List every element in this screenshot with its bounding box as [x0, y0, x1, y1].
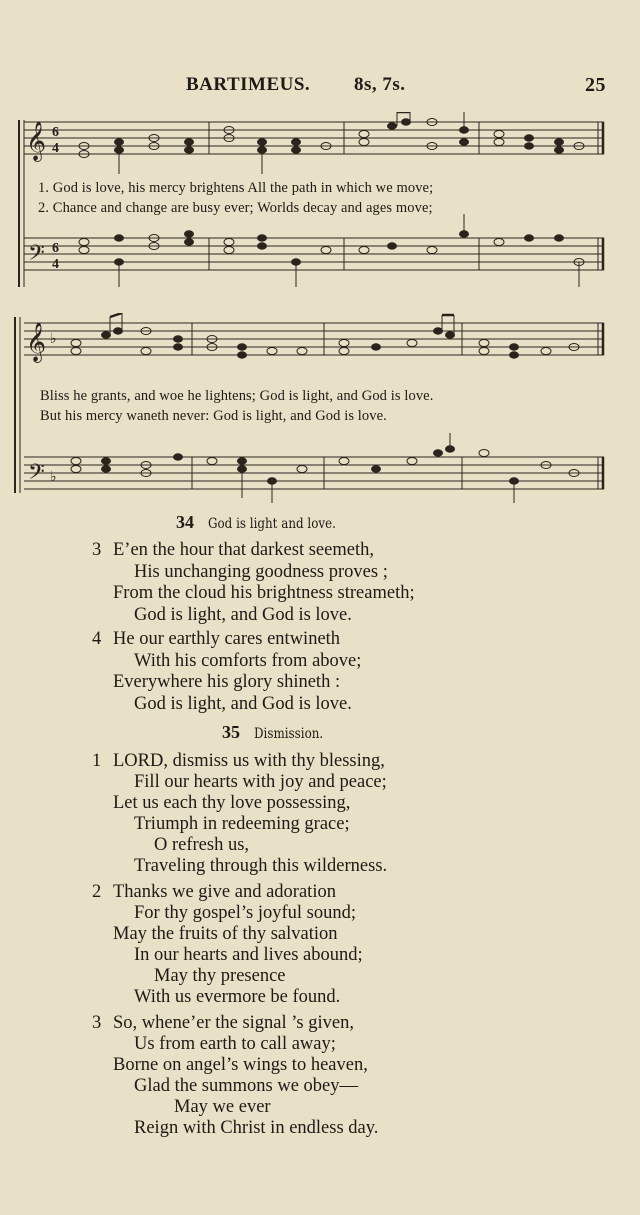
verse-line: Fill our hearts with joy and peace; — [134, 772, 387, 792]
verse-line: For thy gospel’s joyful sound; — [134, 903, 357, 923]
svg-text:♭: ♭ — [50, 470, 57, 485]
hymn-header-35 — [222, 722, 335, 743]
hymn-title: God is light and love. — [208, 516, 336, 532]
lyric-line-1: Bliss he grants, and woe he lightens; God is light, and God is love. — [40, 388, 434, 404]
verse-line: Borne on angel’s wings to heaven, — [113, 1055, 368, 1075]
verse-line: God is light, and God is love. — [134, 605, 352, 625]
meter: 8s, 7s. — [354, 74, 406, 95]
verse-line: Reign with Christ in endless day. — [134, 1118, 379, 1138]
verse-line: LORD, dismiss us with thy blessing, — [113, 751, 385, 771]
verse-line: E’en the hour that darkest seemeth, — [113, 540, 374, 560]
verse-line: His unchanging goodness proves ; — [134, 562, 388, 582]
svg-text:𝄞: 𝄞 — [26, 121, 47, 161]
music-system-2 — [14, 313, 606, 503]
verse-line: Everywhere his glory shineth : — [113, 672, 341, 692]
svg-text:4: 4 — [52, 257, 59, 272]
music-system-1 — [14, 112, 606, 302]
verse-number: 2 — [92, 882, 102, 902]
verse-line: May we ever — [174, 1097, 271, 1117]
svg-text:𝄢: 𝄢 — [28, 460, 45, 490]
verse-line: O refresh us, — [154, 835, 250, 855]
tune-name: BARTIMEUS. — [186, 74, 311, 95]
verse-line: Let us each thy love possessing, — [113, 793, 351, 813]
verse-line: From the cloud his brightness streameth; — [113, 583, 415, 603]
hymn-number: 35 — [222, 722, 240, 742]
verse-line: May thy presence — [154, 966, 286, 986]
svg-text:𝄞: 𝄞 — [26, 322, 47, 362]
hymn-title: Dismission. — [254, 726, 324, 742]
verse-number: 3 — [92, 1013, 102, 1033]
verse-line: Traveling through this wilderness. — [134, 856, 388, 876]
verse-number: 1 — [92, 751, 102, 771]
verse-line: Thanks we give and adoration — [113, 882, 336, 902]
lyric-line-2: 2. Chance and change are busy ever; Worlds decay and ages move; — [38, 200, 433, 216]
verse-line: With his comforts from above; — [134, 651, 362, 671]
lyric-line-1: 1. God is love, his mercy brightens All the path in which we move; — [38, 180, 434, 196]
svg-text:6: 6 — [52, 125, 59, 140]
verse-line: God is light, and God is love. — [134, 694, 352, 714]
hymn-number: 34 — [176, 512, 194, 532]
page-number: 25 — [585, 74, 606, 96]
verse-number: 4 — [92, 629, 102, 649]
lyric-line-2: But his mercy waneth never: God is light, and God is love. — [40, 408, 387, 424]
running-head — [186, 74, 606, 100]
verse-line: He our earthly cares entwineth — [113, 629, 341, 649]
verse-line: So, whene’er the signal ’s given, — [113, 1013, 354, 1033]
svg-text:𝄢: 𝄢 — [28, 241, 45, 271]
verse-line: May the fruits of thy salvation — [113, 924, 338, 944]
hymn-header-34 — [176, 512, 358, 533]
verse-number: 3 — [92, 540, 102, 560]
verse-line: With us evermore be found. — [134, 987, 341, 1007]
svg-text:6: 6 — [52, 241, 59, 256]
verse-line: Triumph in redeeming grace; — [134, 814, 350, 834]
svg-text:4: 4 — [52, 141, 59, 156]
verse-line: In our hearts and lives abound; — [134, 945, 363, 965]
verse-line: Glad the summons we obey— — [134, 1076, 359, 1096]
svg-text:♭: ♭ — [50, 332, 57, 347]
verse-line: Us from earth to call away; — [134, 1034, 336, 1054]
